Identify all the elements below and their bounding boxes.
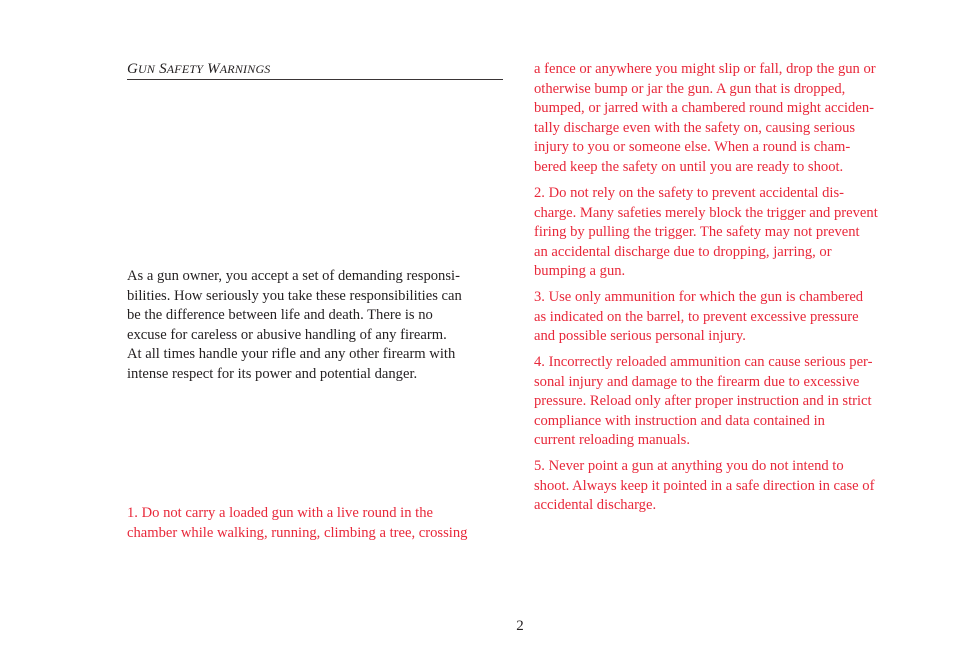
heading-smallcaps: UN bbox=[138, 62, 156, 76]
text-line: 4. Incorrectly reloaded ammunition can cause serious per- bbox=[534, 354, 873, 370]
warning-1-start bbox=[127, 504, 507, 543]
warning-5 bbox=[534, 457, 914, 516]
heading-smallcaps: AFETY bbox=[166, 62, 204, 76]
heading-smallcaps: ARNINGS bbox=[219, 62, 271, 76]
text-line: shoot. Always keep it pointed in a safe direction in case of bbox=[534, 477, 875, 494]
text-line: At all times handle your rifle and any other firearm with bbox=[127, 346, 456, 362]
text-line: an accidental discharge due to dropping, jarring, or bbox=[534, 243, 832, 260]
heading-initial: W bbox=[207, 61, 220, 77]
text-line: As a gun owner, you accept a set of demanding responsi- bbox=[127, 268, 460, 284]
text-line: charge. Many safeties merely block the trigger and prevent bbox=[534, 204, 878, 221]
text-line: bilities. How seriously you take these responsibilities can bbox=[127, 287, 462, 304]
warning-4 bbox=[534, 353, 914, 451]
intro-paragraph bbox=[127, 267, 503, 384]
text-line: bumping a gun. bbox=[534, 263, 626, 279]
section-heading bbox=[127, 60, 503, 80]
text-line: 2. Do not rely on the safety to prevent accidental dis- bbox=[534, 185, 845, 201]
text-line: as indicated on the barrel, to prevent excessive pressure bbox=[534, 308, 859, 325]
heading-initial: G bbox=[127, 61, 139, 77]
text-line: and possible serious personal injury. bbox=[534, 328, 746, 344]
text-line: 1. Do not carry a loaded gun with a live round in the bbox=[127, 505, 433, 521]
text-line: 5. Never point a gun at anything you do not intend to bbox=[534, 458, 844, 474]
text-line: otherwise bump or jar the gun. A gun that is dropped, bbox=[534, 80, 846, 97]
text-line: be the difference between life and death. There is no bbox=[127, 307, 433, 323]
text-line: intense respect for its power and potential danger. bbox=[127, 365, 418, 382]
text-line: pressure. Reload only after proper instruction and in strict bbox=[534, 393, 872, 409]
text-line: tally discharge even with the safety on, causing serious bbox=[534, 119, 856, 136]
text-line: accidental discharge. bbox=[534, 497, 657, 513]
text-line: sonal injury and damage to the firearm due to excessive bbox=[534, 373, 860, 390]
warning-2 bbox=[534, 184, 914, 282]
warning-3 bbox=[534, 288, 914, 347]
text-line: bumped, or jarred with a chambered round might acciden- bbox=[534, 100, 874, 116]
heading-initial: S bbox=[159, 61, 167, 77]
text-line: chamber while walking, running, climbing a tree, crossing bbox=[127, 524, 468, 541]
page-number: 2 bbox=[516, 618, 524, 634]
text-line: compliance with instruction and data contained in bbox=[534, 412, 825, 429]
text-line: 3. Use only ammunition for which the gun is chambered bbox=[534, 289, 864, 305]
text-line: a fence or anywhere you might slip or fall, drop the gun or bbox=[534, 61, 876, 77]
text-line: firing by pulling the trigger. The safety may not prevent bbox=[534, 224, 860, 240]
text-line: excuse for careless or abusive handling of any firearm. bbox=[127, 326, 447, 343]
text-line: current reloading manuals. bbox=[534, 432, 691, 448]
warning-1-continued bbox=[534, 60, 914, 177]
text-line: injury to you or someone else. When a round is cham- bbox=[534, 139, 851, 155]
text-line: bered keep the safety on until you are ready to shoot. bbox=[534, 158, 844, 175]
